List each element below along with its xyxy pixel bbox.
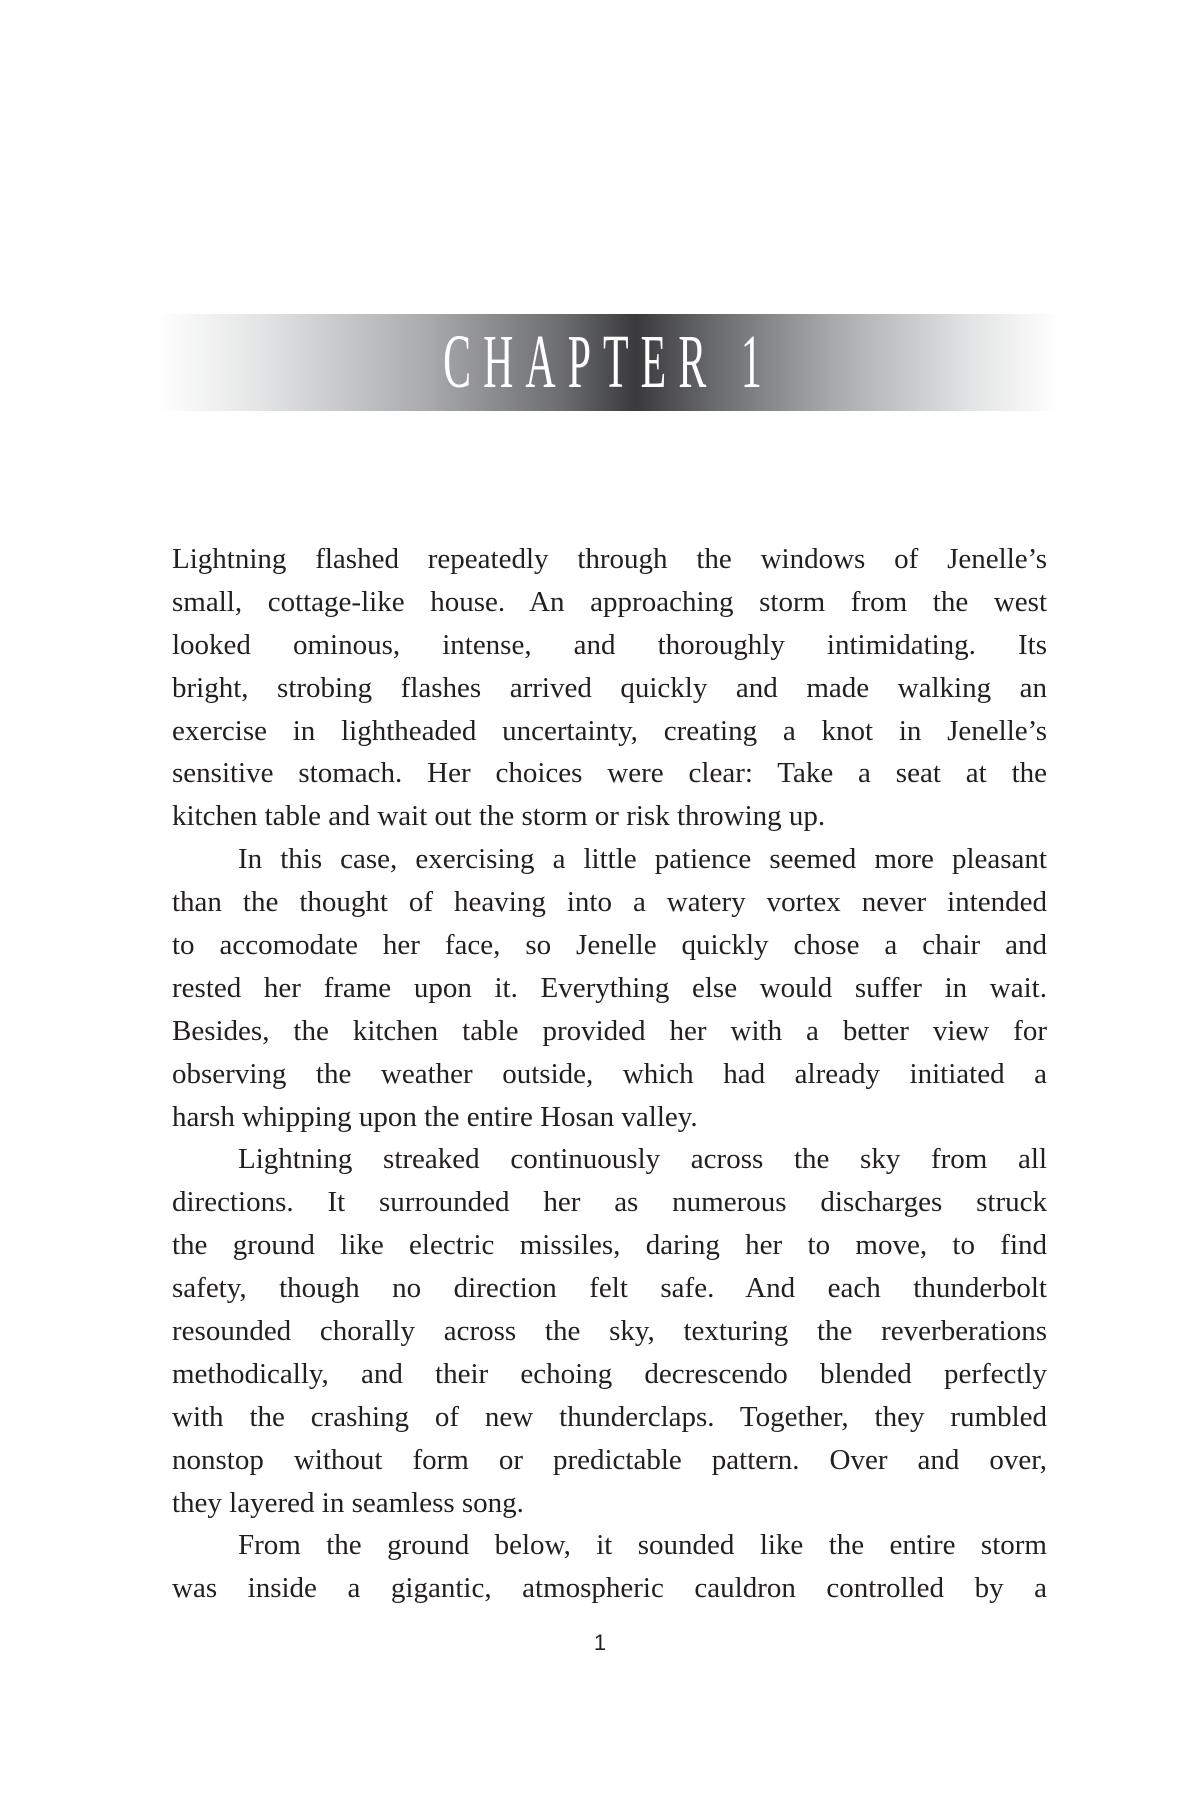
text-line: rested her frame upon it. Everything else would suffer in wait. xyxy=(172,971,1047,1004)
text-line: From the ground below, it sounded like the entire storm xyxy=(238,1529,1047,1562)
text-line: In this case, exercising a little patience seemed more pleasant xyxy=(238,843,1047,876)
text-line: looked ominous, intense, and thoroughly intimidating. Its xyxy=(172,628,1047,661)
text-line: safety, though no direction felt safe. And each thunderbolt xyxy=(172,1272,1047,1305)
text-line: they layered in seamless song. xyxy=(172,1486,524,1519)
paragraph xyxy=(172,838,1047,1138)
text-line: methodically, and their echoing decrescendo blended perfectly xyxy=(172,1357,1047,1390)
text-line: Lightning streaked continuously across the sky from all xyxy=(238,1143,1047,1176)
text-line: than the thought of heaving into a watery vortex never intended xyxy=(172,886,1047,919)
paragraph xyxy=(172,538,1047,838)
chapter-banner xyxy=(157,314,1060,411)
text-line: exercise in lightheaded uncertainty, creating a knot in Jenelle’s xyxy=(172,714,1047,747)
text-line: harsh whipping upon the entire Hosan valley. xyxy=(172,1100,698,1133)
text-line: Besides, the kitchen table provided her with a better view for xyxy=(172,1014,1047,1047)
text-line: to accomodate her face, so Jenelle quickly chose a chair and xyxy=(172,929,1047,962)
text-line: Lightning flashed repeatedly through the windows of Jenelle’s xyxy=(172,543,1047,575)
text-line: resounded chorally across the sky, texturing the reverberations xyxy=(172,1315,1047,1348)
text-line: observing the weather outside, which had already initiated a xyxy=(172,1057,1047,1090)
text-line: the ground like electric missiles, daring her to move, to find xyxy=(172,1229,1047,1262)
text-line: kitchen table and wait out the storm or risk throwing up. xyxy=(172,800,826,833)
text-line: nonstop without form or predictable pattern. Over and over, xyxy=(172,1443,1047,1476)
text-line: directions. It surrounded her as numerous discharges struck xyxy=(172,1186,1047,1219)
chapter-body-text xyxy=(172,538,1047,1610)
paragraph xyxy=(172,1524,1047,1610)
text-line: sensitive stomach. Her choices were clear: Take a seat at the xyxy=(172,757,1047,790)
chapter-heading: CHAPTER 1 xyxy=(443,320,774,404)
paragraph xyxy=(172,1138,1047,1524)
text-line: bright, strobing flashes arrived quickly and made walking an xyxy=(172,671,1047,704)
text-line: with the crashing of new thunderclaps. Together, they rumbled xyxy=(172,1400,1047,1433)
text-line: was inside a gigantic, atmospheric cauldron controlled by a xyxy=(172,1572,1047,1605)
text-line: small, cottage-like house. An approaching storm from the west xyxy=(172,585,1047,618)
page-number: 1 xyxy=(593,1630,607,1655)
